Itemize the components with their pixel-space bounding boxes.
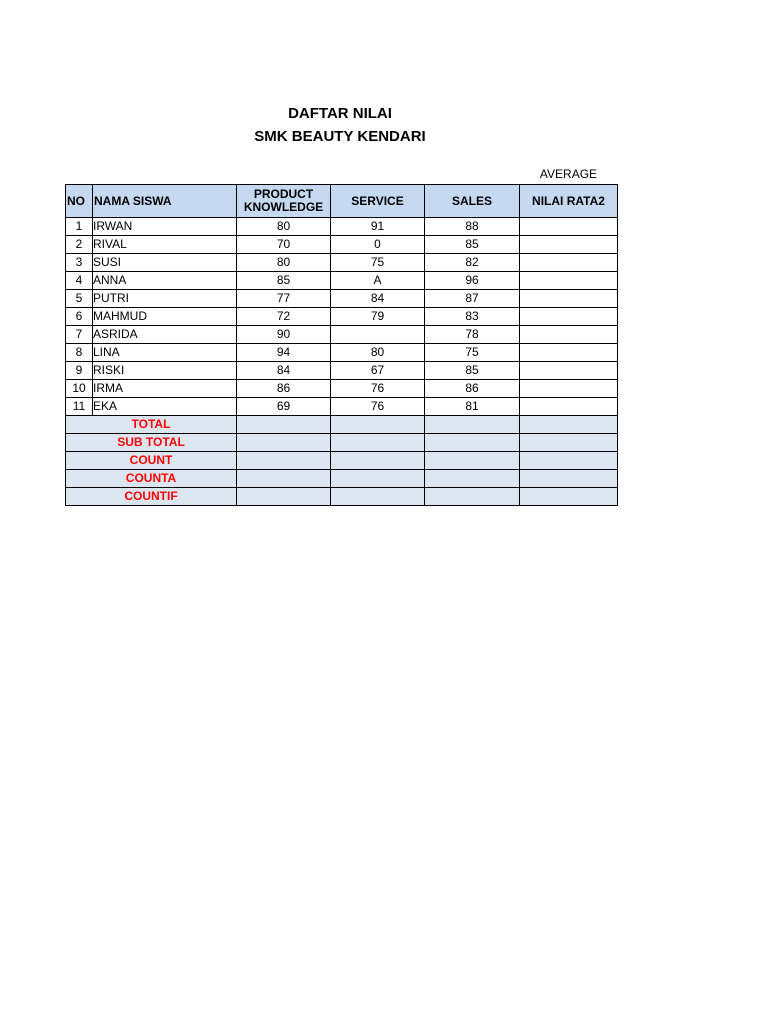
cell-average[interactable] bbox=[520, 308, 618, 326]
summary-cell-sales[interactable] bbox=[425, 434, 520, 452]
average-label: AVERAGE bbox=[539, 167, 598, 181]
summary-label[interactable]: TOTAL bbox=[66, 416, 237, 434]
summary-cell-product[interactable] bbox=[237, 470, 331, 488]
cell-service[interactable]: 76 bbox=[331, 380, 425, 398]
summary-row-count bbox=[66, 452, 618, 470]
cell-no[interactable]: 4 bbox=[66, 272, 93, 290]
table-row bbox=[66, 326, 618, 344]
summary-cell-average[interactable] bbox=[520, 416, 618, 434]
cell-product[interactable]: 77 bbox=[237, 290, 331, 308]
summary-cell-average[interactable] bbox=[520, 434, 618, 452]
table-row bbox=[66, 236, 618, 254]
summary-cell-sales[interactable] bbox=[425, 488, 520, 506]
summary-cell-service[interactable] bbox=[331, 488, 425, 506]
cell-name[interactable]: ANNA bbox=[93, 272, 237, 290]
cell-product[interactable]: 80 bbox=[237, 218, 331, 236]
header-product-line1: PRODUCT bbox=[253, 187, 314, 201]
cell-name[interactable]: IRWAN bbox=[93, 218, 237, 236]
summary-cell-average[interactable] bbox=[520, 452, 618, 470]
cell-no[interactable]: 11 bbox=[66, 398, 93, 416]
table-row bbox=[66, 290, 618, 308]
table-row bbox=[66, 344, 618, 362]
table-row bbox=[66, 218, 618, 236]
cell-average[interactable] bbox=[520, 236, 618, 254]
cell-product[interactable]: 70 bbox=[237, 236, 331, 254]
cell-sales[interactable]: 75 bbox=[425, 344, 520, 362]
cell-average[interactable] bbox=[520, 398, 618, 416]
cell-average[interactable] bbox=[520, 380, 618, 398]
cell-name[interactable]: LINA bbox=[93, 344, 237, 362]
cell-average[interactable] bbox=[520, 326, 618, 344]
cell-average[interactable] bbox=[520, 272, 618, 290]
summary-row-countif bbox=[66, 488, 618, 506]
cell-sales[interactable]: 78 bbox=[425, 326, 520, 344]
cell-name[interactable]: PUTRI bbox=[93, 290, 237, 308]
cell-service[interactable]: 75 bbox=[331, 254, 425, 272]
cell-product[interactable]: 80 bbox=[237, 254, 331, 272]
header-name[interactable]: NAMA SISWA bbox=[93, 185, 237, 218]
summary-row-total bbox=[66, 416, 618, 434]
summary-label[interactable]: COUNTA bbox=[66, 470, 237, 488]
table-row bbox=[66, 308, 618, 326]
cell-no[interactable]: 9 bbox=[66, 362, 93, 380]
cell-sales[interactable]: 85 bbox=[425, 236, 520, 254]
header-average[interactable]: NILAI RATA2 bbox=[520, 185, 618, 218]
header-product-line2: KNOWLEDGE bbox=[243, 200, 324, 214]
table-row bbox=[66, 254, 618, 272]
summary-cell-sales[interactable] bbox=[425, 452, 520, 470]
summary-cell-service[interactable] bbox=[331, 434, 425, 452]
summary-row-counta bbox=[66, 470, 618, 488]
cell-service[interactable]: 67 bbox=[331, 362, 425, 380]
table-row bbox=[66, 380, 618, 398]
summary-label[interactable]: COUNT bbox=[66, 452, 237, 470]
cell-service[interactable]: 84 bbox=[331, 290, 425, 308]
cell-sales[interactable]: 83 bbox=[425, 308, 520, 326]
cell-name[interactable]: ASRIDA bbox=[93, 326, 237, 344]
table-body bbox=[66, 218, 618, 506]
cell-name[interactable]: RIVAL bbox=[93, 236, 237, 254]
cell-average[interactable] bbox=[520, 362, 618, 380]
cell-product[interactable]: 72 bbox=[237, 308, 331, 326]
summary-cell-product[interactable] bbox=[237, 488, 331, 506]
cell-product[interactable]: 90 bbox=[237, 326, 331, 344]
grades-table bbox=[65, 184, 618, 506]
page-subtitle: SMK BEAUTY KENDARI bbox=[254, 128, 426, 145]
cell-sales[interactable]: 85 bbox=[425, 362, 520, 380]
cell-service[interactable]: 91 bbox=[331, 218, 425, 236]
summary-cell-service[interactable] bbox=[331, 416, 425, 434]
header-sales[interactable]: SALES bbox=[425, 185, 520, 218]
cell-name[interactable]: IRMA bbox=[93, 380, 237, 398]
summary-cell-product[interactable] bbox=[237, 416, 331, 434]
cell-service[interactable]: 76 bbox=[331, 398, 425, 416]
cell-name[interactable]: RISKI bbox=[93, 362, 237, 380]
cell-name[interactable]: EKA bbox=[93, 398, 237, 416]
cell-no[interactable]: 5 bbox=[66, 290, 93, 308]
cell-no[interactable]: 2 bbox=[66, 236, 93, 254]
summary-cell-product[interactable] bbox=[237, 434, 331, 452]
cell-sales[interactable]: 86 bbox=[425, 380, 520, 398]
summary-cell-sales[interactable] bbox=[425, 416, 520, 434]
summary-cell-service[interactable] bbox=[331, 452, 425, 470]
cell-product[interactable]: 84 bbox=[237, 362, 331, 380]
cell-service[interactable]: A bbox=[331, 272, 425, 290]
cell-sales[interactable]: 82 bbox=[425, 254, 520, 272]
cell-average[interactable] bbox=[520, 254, 618, 272]
cell-name[interactable]: MAHMUD bbox=[93, 308, 237, 326]
summary-cell-sales[interactable] bbox=[425, 470, 520, 488]
cell-sales[interactable]: 88 bbox=[425, 218, 520, 236]
cell-average[interactable] bbox=[520, 218, 618, 236]
cell-average[interactable] bbox=[520, 290, 618, 308]
summary-row-sub-total bbox=[66, 434, 618, 452]
page-title: DAFTAR NILAI bbox=[288, 105, 392, 122]
cell-name[interactable]: SUSI bbox=[93, 254, 237, 272]
cell-no[interactable]: 7 bbox=[66, 326, 93, 344]
cell-service[interactable] bbox=[331, 326, 425, 344]
table-row bbox=[66, 272, 618, 290]
cell-service[interactable]: 80 bbox=[331, 344, 425, 362]
summary-cell-service[interactable] bbox=[331, 470, 425, 488]
header-service[interactable]: SERVICE bbox=[331, 185, 425, 218]
cell-average[interactable] bbox=[520, 344, 618, 362]
summary-cell-average[interactable] bbox=[520, 470, 618, 488]
cell-product[interactable]: 85 bbox=[237, 272, 331, 290]
summary-label[interactable]: SUB TOTAL bbox=[66, 434, 237, 452]
header-no[interactable]: NO bbox=[66, 185, 93, 218]
cell-product[interactable]: 94 bbox=[237, 344, 331, 362]
cell-service[interactable]: 0 bbox=[331, 236, 425, 254]
table-row bbox=[66, 362, 618, 380]
cell-service[interactable]: 79 bbox=[331, 308, 425, 326]
cell-sales[interactable]: 87 bbox=[425, 290, 520, 308]
cell-sales[interactable]: 96 bbox=[425, 272, 520, 290]
cell-sales[interactable]: 81 bbox=[425, 398, 520, 416]
cell-no[interactable]: 6 bbox=[66, 308, 93, 326]
cell-product[interactable]: 86 bbox=[237, 380, 331, 398]
summary-cell-average[interactable] bbox=[520, 488, 618, 506]
cell-no[interactable]: 3 bbox=[66, 254, 93, 272]
cell-no[interactable]: 1 bbox=[66, 218, 93, 236]
summary-label[interactable]: COUNTIF bbox=[66, 488, 237, 506]
header-product-knowledge[interactable] bbox=[237, 185, 331, 218]
table-row bbox=[66, 398, 618, 416]
cell-no[interactable]: 10 bbox=[66, 380, 93, 398]
summary-cell-product[interactable] bbox=[237, 452, 331, 470]
cell-no[interactable]: 8 bbox=[66, 344, 93, 362]
table-header-row bbox=[66, 185, 618, 218]
cell-product[interactable]: 69 bbox=[237, 398, 331, 416]
